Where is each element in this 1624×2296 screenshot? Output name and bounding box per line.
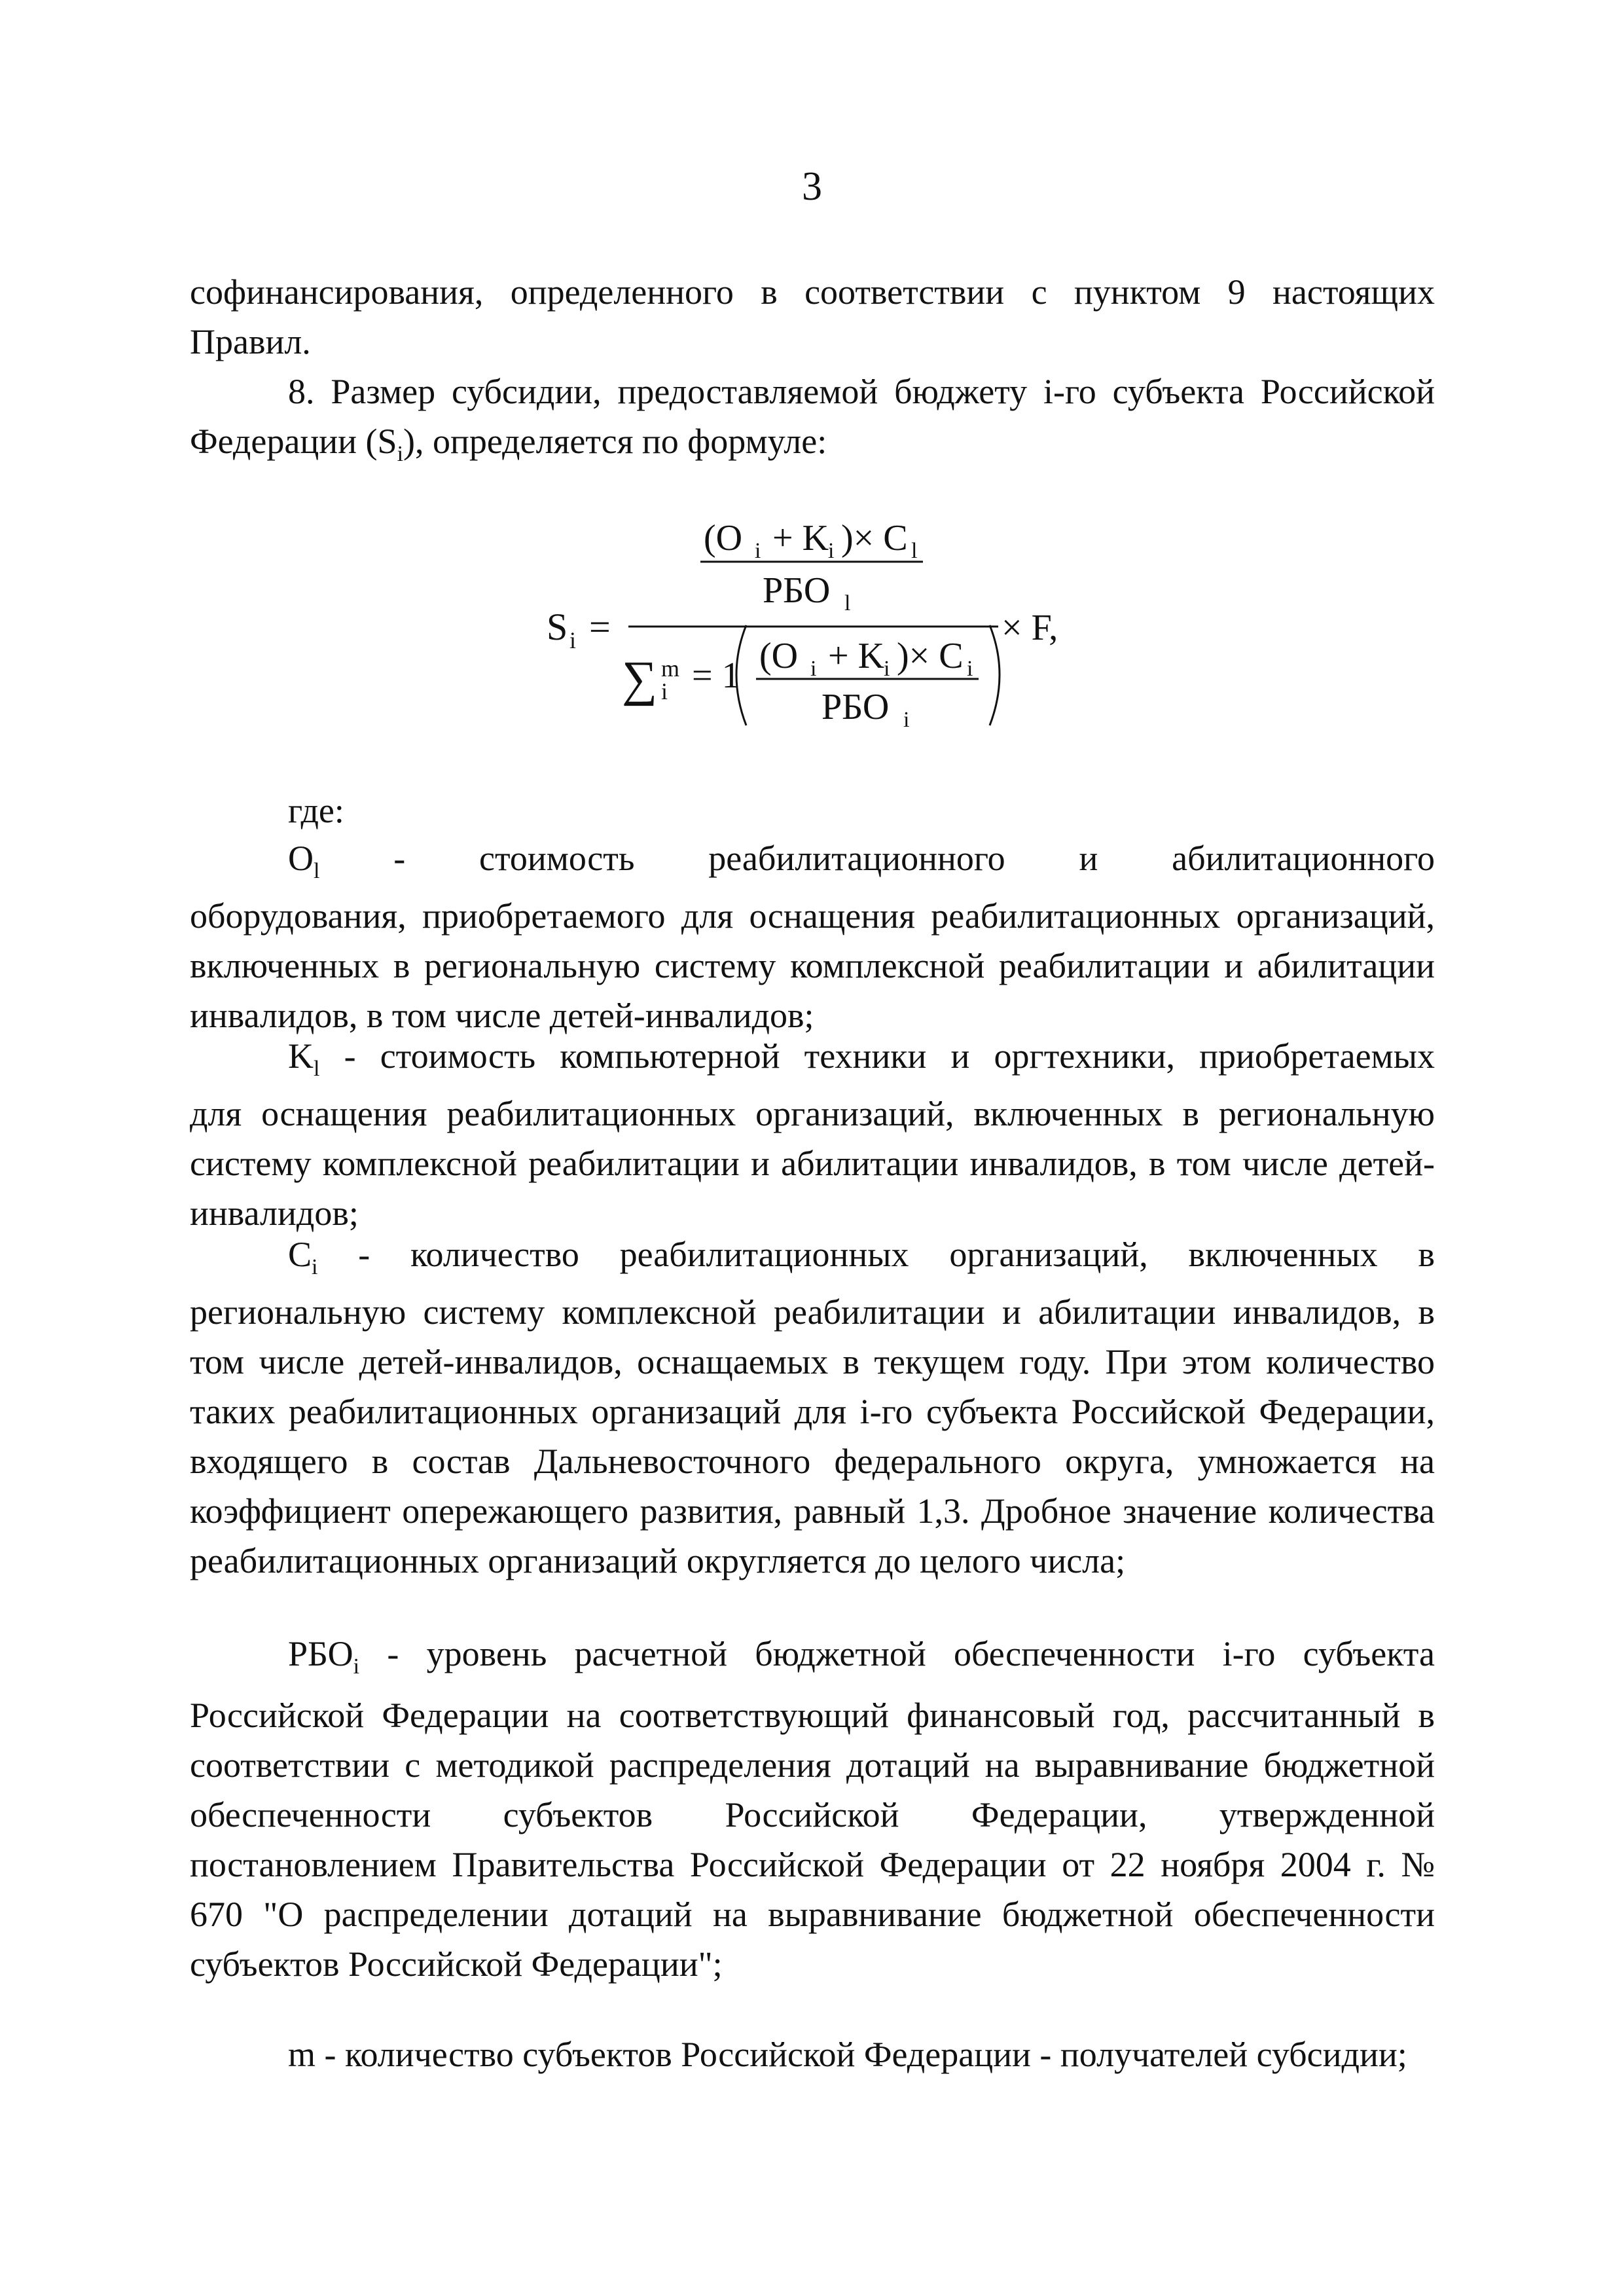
clause-8-text-after: ), определяется по формуле: bbox=[403, 422, 827, 461]
definition-c-first: - количество реабилитационных организаций, включенных в bbox=[358, 1235, 1435, 1274]
definition-c-sub: i bbox=[312, 1255, 318, 1279]
definition-o-symbol: O bbox=[288, 839, 314, 878]
den-open-o: (O bbox=[759, 636, 799, 676]
close-big-paren bbox=[990, 625, 1000, 725]
clause-8-text bbox=[190, 367, 1435, 466]
clause-8-text-before: 8. Размер субсидии, предоставляемой бюджету i-го субъекта Российской Федерации ( bbox=[190, 372, 1435, 461]
clause-8-symbol: S bbox=[377, 422, 397, 461]
num-k-sub: i bbox=[828, 539, 835, 563]
definition-m bbox=[190, 2030, 1435, 2079]
page-number: 3 bbox=[802, 164, 822, 209]
num-plus-k: + K bbox=[772, 518, 829, 558]
definition-rbo-sub: i bbox=[353, 1654, 360, 1679]
sum-sign: ∑ bbox=[622, 651, 658, 706]
num-o-sub: i bbox=[755, 539, 761, 563]
definition-rbo bbox=[190, 1629, 1435, 1989]
formula-lhs-sub: i bbox=[569, 627, 577, 653]
den-o-sub: i bbox=[810, 657, 817, 681]
definition-o-symbol-wrap bbox=[288, 833, 319, 883]
definition-c-symbol: C bbox=[288, 1235, 312, 1274]
num-open-o: (O bbox=[704, 518, 743, 558]
intro-paragraph bbox=[190, 267, 1435, 367]
definition-o-rest: оборудования, приобретаемого для оснащения реабилитационных организаций, включенных в региональную систему комплексной реабилитации и абилитации инвалидов, в том числе детей-инвалидов; bbox=[190, 896, 1435, 1035]
definition-o-word-1: стоимость bbox=[479, 839, 635, 878]
formula-equals: = bbox=[589, 606, 611, 648]
where-label: где: bbox=[288, 791, 344, 830]
formula-lhs: S bbox=[547, 606, 568, 648]
definition-o bbox=[190, 833, 1435, 1040]
den-rbo: РБО bbox=[821, 687, 890, 727]
num-rbo-sub: l bbox=[844, 591, 851, 615]
num-rbo: РБО bbox=[763, 570, 831, 611]
definition-o-word-4: абилитационного bbox=[1172, 839, 1435, 878]
definition-o-dash: - bbox=[393, 839, 406, 878]
definition-rbo-symbol: РБО bbox=[288, 1634, 353, 1673]
sum-eq: = 1 bbox=[692, 655, 740, 696]
sum-lower: i bbox=[661, 678, 668, 704]
definition-rbo-first-line bbox=[190, 1629, 1435, 1679]
definition-k-rest: для оснащения реабилитационных организаций, включенных в региональную систему комплексной реабилитации и абилитации инвалидов, в том числе детей-инвалидов; bbox=[190, 1094, 1435, 1233]
definition-k-sub: l bbox=[314, 1057, 320, 1081]
definition-m-text: m - количество субъектов Российской Федерации - получателей субсидии; bbox=[288, 2035, 1407, 2074]
num-times-c: )× C bbox=[841, 518, 908, 558]
den-k-sub: i bbox=[884, 657, 890, 681]
intro-line-2: Правил. bbox=[190, 322, 311, 361]
definition-k-symbol: K bbox=[288, 1036, 314, 1076]
den-times-c: )× C bbox=[897, 636, 964, 676]
definition-c-rest: региональную систему комплексной реабилитации и абилитации инвалидов, в том числе детей-инвалидов, оснащаемых в текущем году. При этом количество таких реабилитационных организаций для i-го субъекта Российской Федерации, входящего в состав Дальневосточного федерального округа, умножается на коэффициент опережающего развития, равный 1,3. Дробное значение количества реабилитационных организаций округляется до целого числа; bbox=[190, 1292, 1435, 1580]
den-plus-k: + K bbox=[828, 636, 885, 676]
formula-times-f: × F, bbox=[1001, 608, 1058, 648]
sum-upper: m bbox=[661, 655, 680, 682]
definition-rbo-rest: Российской Федерации на соответствующий финансовый год, рассчитанный в соответствии с методикой распределения дотаций на выравнивание бюджетной обеспеченности субъектов Российской Федерации, утвержденной постановлением Правительства Российской Федерации от 22 ноября 2004 г. № 670 "О распределении дотаций на выравнивание бюджетной обеспеченности субъектов Российской Федерации"; bbox=[190, 1696, 1435, 1984]
definition-o-sub: l bbox=[314, 859, 320, 883]
definition-k bbox=[190, 1031, 1435, 1238]
definition-k-first-line bbox=[190, 1031, 1435, 1081]
num-c-sub: l bbox=[911, 539, 918, 563]
open-big-paren bbox=[736, 625, 746, 725]
definition-c bbox=[190, 1230, 1435, 1586]
definition-c-first-line bbox=[190, 1230, 1435, 1279]
den-rbo-sub: i bbox=[903, 708, 910, 732]
definition-k-first: - стоимость компьютерной техники и оргтехники, приобретаемых bbox=[344, 1036, 1435, 1076]
definition-o-first-line bbox=[190, 833, 1435, 883]
definition-rbo-first: - уровень расчетной бюджетной обеспеченности i-го субъекта bbox=[387, 1634, 1435, 1673]
intro-line-1: софинансирования, определенного в соответствии с пунктом 9 настоящих bbox=[190, 272, 1435, 312]
clause-8-symbol-sub: i bbox=[397, 442, 404, 466]
den-c-sub: i bbox=[967, 657, 973, 681]
clause-8 bbox=[190, 367, 1435, 466]
definition-o-word-2: реабилитационного bbox=[708, 839, 1005, 878]
definition-o-word-3: и bbox=[1079, 839, 1098, 878]
